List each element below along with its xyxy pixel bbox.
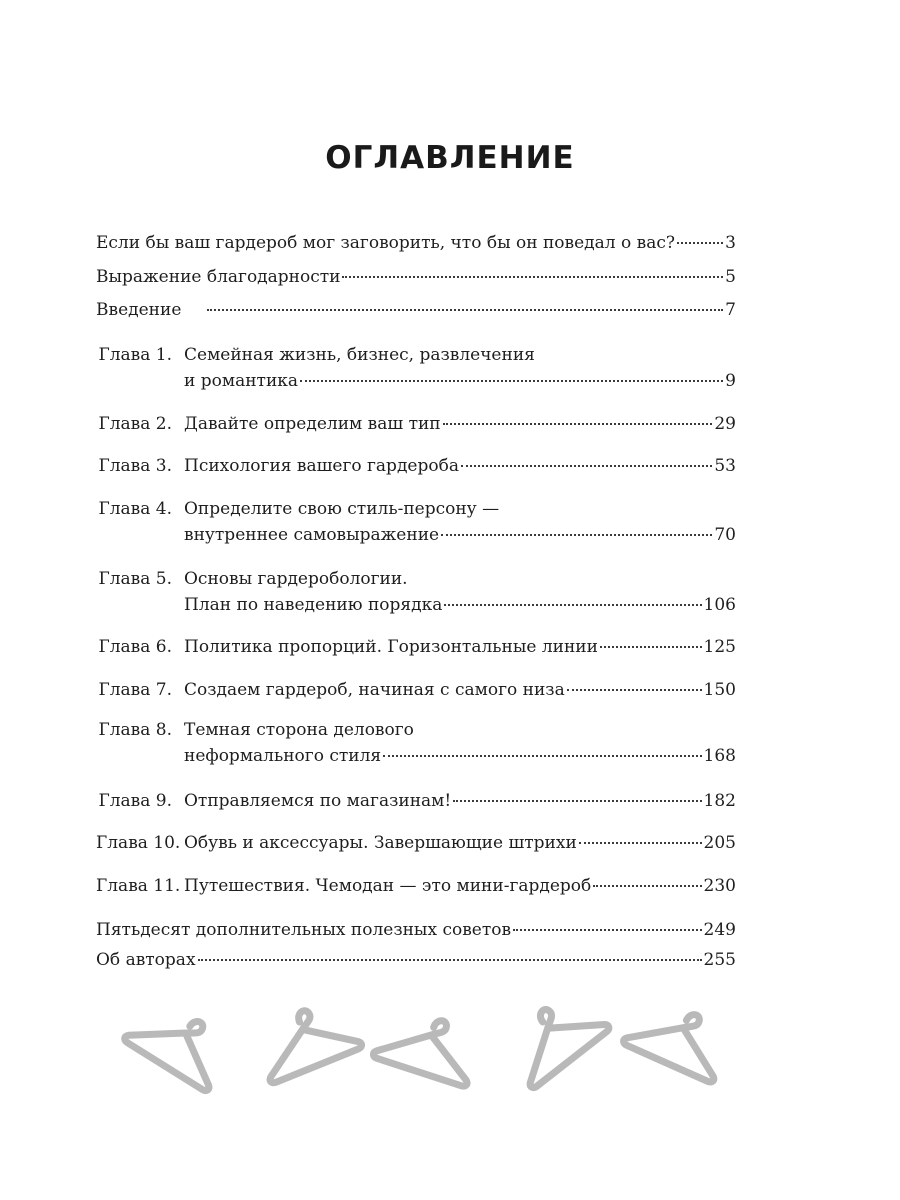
- dot-leader: [677, 241, 723, 244]
- toc-entry-title: Если бы ваш гардероб мог заговорить, что бы он поведал о вас?: [96, 233, 675, 253]
- toc-entry-title: Темная сторона делового: [184, 720, 414, 740]
- toc-page-number: 182: [703, 791, 736, 811]
- dot-leader: [593, 884, 701, 887]
- hanger-icon: [120, 1000, 230, 1100]
- toc-entry-chapter-8[interactable]: [96, 717, 736, 769]
- toc-entry-fifty-tips[interactable]: [96, 917, 736, 943]
- toc-page-number: 3: [725, 233, 736, 253]
- toc-entry-chapter-3[interactable]: [96, 453, 736, 479]
- toc-entry-title: Политика пропорций. Горизонтальные линии: [184, 637, 598, 657]
- toc-page-number: 7: [725, 300, 736, 320]
- toc-entry-chapter-2[interactable]: [96, 411, 736, 437]
- toc-page-number: 150: [703, 680, 736, 700]
- toc-entry-title: Давайте определим ваш тип: [184, 414, 441, 434]
- dot-leader: [453, 799, 701, 802]
- dot-leader: [443, 422, 713, 425]
- hanger-icon: [620, 996, 730, 1096]
- toc-entry-title: Путешествия. Чемодан — это мини-гардероб: [184, 876, 592, 896]
- chapter-label: Глава 6.: [98, 637, 172, 657]
- toc-page-number: 249: [703, 920, 736, 940]
- dot-leader: [579, 841, 702, 844]
- toc-entry-chapter-1[interactable]: [96, 342, 736, 394]
- dot-leader: [207, 308, 723, 311]
- toc-page-number: 168: [703, 746, 736, 766]
- toc-entry-title: Семейная жизнь, бизнес, развлечения: [184, 345, 535, 365]
- toc-page-number: 255: [703, 950, 736, 970]
- hanger-icon: [255, 998, 365, 1098]
- toc-page-number: 106: [703, 595, 736, 615]
- hanger-icon: [505, 994, 615, 1094]
- toc-entry-chapter-4[interactable]: [96, 496, 736, 548]
- dot-leader: [461, 464, 712, 467]
- toc-page-number: 9: [725, 371, 736, 391]
- toc-entry-title-continued: внутреннее самовыражение: [184, 525, 440, 545]
- toc-entry-title: Пятьдесят дополнительных полезных советов: [96, 920, 512, 940]
- dot-leader: [444, 603, 701, 606]
- toc-entry-chapter-6[interactable]: [96, 634, 736, 660]
- chapter-label: Глава 9.: [98, 791, 172, 811]
- dot-leader: [567, 688, 702, 691]
- toc-page-number: 205: [703, 833, 736, 853]
- toc-entry-title: Обувь и аксессуары. Завершающие штрихи: [184, 833, 577, 853]
- chapter-label: Глава 10.: [96, 833, 181, 853]
- toc-entry-title-continued: План по наведению порядка: [184, 595, 443, 615]
- chapter-label: Глава 2.: [98, 414, 172, 434]
- toc-entry-chapter-7[interactable]: [96, 677, 736, 703]
- toc-entry-foreword[interactable]: [96, 230, 736, 256]
- toc-entry-title: Введение: [96, 300, 182, 320]
- toc-page-number: 29: [714, 414, 736, 434]
- chapter-label: Глава 5.: [98, 569, 172, 589]
- toc-entry-title-continued: и романтика: [184, 371, 299, 391]
- toc-page-number: 125: [703, 637, 736, 657]
- toc-entry-about-authors[interactable]: [96, 947, 736, 973]
- toc-entry-title: Об авторах: [96, 950, 196, 970]
- toc-entry-acknowledgements[interactable]: [96, 264, 736, 290]
- toc-page-number: 230: [703, 876, 736, 896]
- chapter-label: Глава 4.: [98, 499, 172, 519]
- toc-page-number: 70: [714, 525, 736, 545]
- chapter-label: Глава 7.: [98, 680, 172, 700]
- toc-entry-chapter-11[interactable]: [96, 873, 736, 899]
- toc-entry-title: Определите свою стиль-персону —: [184, 499, 500, 519]
- dot-leader: [383, 754, 701, 757]
- chapter-label: Глава 11.: [96, 876, 181, 896]
- dot-leader: [513, 928, 702, 931]
- toc-entry-chapter-5[interactable]: [96, 566, 736, 618]
- toc-entry-title: Создаем гардероб, начиная с самого низа: [184, 680, 565, 700]
- toc-page-number: 53: [714, 456, 736, 476]
- toc-entry-title: Отправляемся по магазинам!: [184, 791, 452, 811]
- toc-entry-title-continued: неформального стиля: [184, 746, 382, 766]
- hanger-decoration: [100, 990, 740, 1110]
- toc-page-number: 5: [725, 267, 736, 287]
- toc-entry-chapter-10[interactable]: [96, 830, 736, 856]
- chapter-label: Глава 8.: [98, 720, 172, 740]
- toc-entry-title: Основы гардеробологии.: [184, 569, 408, 589]
- dot-leader: [600, 645, 702, 648]
- hanger-icon: [370, 1004, 480, 1104]
- chapter-label: Глава 1.: [98, 345, 172, 365]
- chapter-label: Глава 3.: [98, 456, 172, 476]
- dot-leader: [198, 958, 702, 961]
- dot-leader: [342, 275, 723, 278]
- page-title: ОГЛАВЛЕНИЕ: [325, 140, 575, 176]
- dot-leader: [441, 533, 712, 536]
- toc-entry-chapter-9[interactable]: [96, 788, 736, 814]
- dot-leader: [300, 379, 723, 382]
- toc-entry-introduction[interactable]: [96, 297, 736, 323]
- toc-entry-title: Психология вашего гардероба: [184, 456, 459, 476]
- toc-entry-title: Выражение благодарности: [96, 267, 341, 287]
